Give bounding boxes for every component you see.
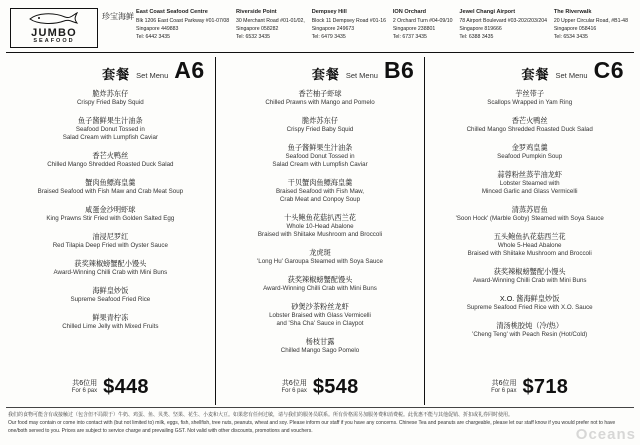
dish-name-cn: 鲜果青柠冻	[92, 313, 129, 323]
outlet-address-line: Singapore 058282	[235, 25, 279, 32]
disclaimer-footer	[0, 409, 640, 445]
dish-name-cn: X.O. 酱海鲜皇炒饭	[499, 294, 560, 304]
dish-item	[14, 313, 207, 331]
outlet-item	[136, 8, 233, 41]
dish-item	[433, 205, 626, 223]
dish-item	[433, 267, 626, 285]
dish-name-cn: 鱼子酱鲜果生汁油条	[287, 142, 353, 152]
set-price: $718	[522, 376, 569, 398]
outlet-name: East Coast Seafood Centre	[136, 9, 208, 15]
outlet-address-line: Singapore 058416	[553, 25, 597, 32]
dish-name-en: Whole 5-Head Abalone Braised with Shiitake Mushroom and Broccoli	[467, 241, 592, 257]
fish-icon	[27, 12, 81, 27]
logo-subtitle: SEAFOOD	[33, 37, 75, 44]
dish-name-en: Lobster Braised with Glass Vermicelli and 'Sha Cha' Sauce in Claypot	[269, 312, 371, 328]
dish-name-en: Seafood Donut Tossed in Salad Cream with Lumpfish Caviar	[272, 152, 368, 168]
menu-columns	[0, 53, 640, 405]
outlet-address-line: Singapore 819666	[459, 25, 502, 32]
dish-item	[433, 321, 626, 339]
dish-name-cn: 干贝蟹肉鱼鳔海皇羹	[287, 177, 353, 187]
set-menu-cn: 套餐	[521, 66, 550, 82]
dish-name-cn: 清汤桃胶炖（冷/热）	[496, 321, 564, 331]
dish-name-en: Crispy Fried Baby Squid	[286, 125, 354, 133]
dish-list	[433, 87, 626, 374]
menu-column-c6	[424, 57, 634, 405]
dish-name-en: Chilled Lime Jelly with Mixed Fruits	[62, 323, 159, 331]
disclaimer-english: Our food may contain or come into contact with (but not limited to) milk, eggs, fish, shellfish, tree nuts, peanuts, wheat and soy. Please inform our staff if you have any concerns. Chinese Tea and peanuts are chargeable, please let our staff know if you would prefer not to have one/both served to you. Prices are subject to service charge and prevailing GST. Not valid with other discounts, promotions and vouchers.	[8, 420, 616, 434]
outlet-name: The Riverwalk	[553, 9, 592, 15]
price-row	[224, 374, 417, 405]
dish-name-en: Chilled Prawns with Mango and Pomelo	[265, 98, 375, 106]
dish-name-en: Crispy Fried Baby Squid	[76, 98, 144, 106]
outlet-phone: Tel: 6534 3435	[553, 33, 588, 40]
outlet-name: Riverside Point	[235, 9, 277, 15]
dish-item	[224, 248, 417, 266]
menu-column-b6	[215, 57, 425, 405]
set-menu-heading	[14, 57, 207, 87]
dish-name-en: Red Tilapia Deep Fried with Oyster Sauce	[52, 241, 168, 249]
set-menu-en: Set Menu	[345, 71, 378, 81]
dish-name-en: Chilled Mango Sago Pomelo	[280, 347, 360, 355]
outlet-item	[312, 8, 390, 41]
logo-name: JUMBO	[31, 26, 77, 39]
outlet-phone: Tel: 6532 3435	[235, 33, 270, 40]
dish-name-cn: 脆炸苏东仔	[92, 88, 129, 98]
outlet-address-line: 2 Orchard Turn #04-09/10	[392, 17, 453, 24]
dish-name-en: Chilled Mango Shredded Roasted Duck Salad	[47, 160, 174, 168]
dish-name-cn: 鱼子酱鲜果生汁油条	[77, 115, 143, 125]
pax-label-en: For 6 pax	[71, 388, 98, 395]
dish-name-cn: 砂煲沙茶粉丝龙虾	[291, 302, 349, 312]
dish-item	[224, 302, 417, 328]
dish-name-cn: 十头鲍鱼花菇扒西兰花	[284, 212, 356, 222]
dish-item	[14, 116, 207, 142]
dish-name-cn: 获奖辣椒螃蟹配小馒头	[74, 258, 147, 268]
dish-name-en: Supreme Seafood Fried Rice with X.O. Sauce	[466, 304, 593, 312]
dish-name-cn: 香芒火鸭丝	[511, 115, 548, 125]
logo-box	[10, 8, 98, 48]
price-row	[433, 374, 626, 405]
dish-name-en: Braised Seafood with Fish Maw and Crab Meat Soup	[37, 187, 184, 195]
set-menu-heading	[224, 57, 417, 87]
dish-item	[224, 337, 417, 355]
dish-name-cn: 龙虎斑	[309, 248, 331, 258]
set-menu-code: B6	[383, 57, 415, 83]
pax-label-cn: 共6位用	[491, 379, 517, 387]
dish-name-cn: 五头鲍鱼扒花菇西兰花	[493, 231, 566, 241]
outlet-item	[393, 8, 457, 41]
dish-name-cn: 油浸尼罗红	[92, 231, 129, 241]
outlet-address-line: Blk 1206 East Coast Parkway #01-07/08	[136, 17, 230, 24]
dish-name-cn: 蟹肉鱼鳔海皇羹	[85, 177, 136, 187]
dish-name-en: Whole 10-Head Abalone Braised with Shiitake Mushroom and Broccoli	[257, 222, 383, 238]
set-menu-cn: 套餐	[311, 66, 340, 82]
brand-chinese-name: 珍宝海鲜	[102, 12, 134, 21]
menu-column-a6	[6, 57, 215, 405]
dish-name-en: Award-Winning Chilli Crab with Mini Buns	[53, 268, 168, 276]
dish-name-cn: 香芒火鸭丝	[92, 150, 129, 160]
dish-item	[14, 89, 207, 107]
outlet-name: Dempsey Hill	[311, 9, 347, 15]
outlet-phone: Tel: 6479 3435	[311, 33, 346, 40]
dish-item	[14, 151, 207, 169]
dish-name-cn: 清蒸苏眉鱼	[511, 204, 548, 214]
dish-item	[433, 116, 626, 134]
dish-item	[224, 213, 417, 239]
dish-item	[433, 89, 626, 107]
set-price: $548	[312, 376, 359, 398]
dish-item	[224, 89, 417, 107]
outlet-phone: Tel: 6388 3435	[459, 33, 494, 40]
pax-label	[491, 380, 516, 396]
dish-item	[433, 170, 626, 196]
pax-label-cn: 共6位用	[281, 379, 307, 387]
pax-label-cn: 共6位用	[72, 379, 98, 387]
dish-name-cn: 获奖辣椒螃蟹配小馒头	[493, 267, 566, 277]
pax-label	[281, 380, 306, 396]
set-price: $448	[103, 376, 149, 398]
set-menu-code: A6	[174, 57, 205, 83]
dish-name-en: Seafood Donut Tossed in Salad Cream with Lumpfish Caviar	[62, 125, 158, 141]
dish-item	[14, 205, 207, 223]
dish-name-cn: 脆炸苏东仔	[302, 115, 338, 125]
dish-name-en: 'Long Hu' Garoupa Steamed with Soya Sauce	[257, 258, 383, 266]
set-menu-heading	[433, 57, 626, 87]
outlet-address-line: 30 Merchant Road #01-01/02,	[235, 17, 305, 24]
dish-item	[224, 143, 417, 169]
outlet-name: ION Orchard	[392, 9, 427, 15]
watermark: Oceans	[575, 426, 636, 443]
dish-item	[433, 232, 626, 258]
outlet-address-line: 78 Airport Boulevard #03-202/203/204	[459, 17, 548, 24]
dish-item	[224, 178, 417, 204]
dish-item	[433, 294, 626, 312]
dish-item	[224, 275, 417, 293]
dish-item	[14, 232, 207, 250]
dish-name-cn: 获奖辣椒螃蟹配馒头	[287, 275, 353, 285]
dish-name-en: Chilled Mango Shredded Roasted Duck Salad	[466, 125, 593, 133]
outlet-item	[236, 8, 309, 41]
outlet-address-line: Singapore 249673	[311, 25, 355, 32]
set-menu-en: Set Menu	[555, 71, 588, 81]
dish-item	[224, 116, 417, 134]
dish-name-cn: 杨枝甘露	[305, 337, 335, 347]
dish-name-en: King Prawns Stir Fried with Golden Salted Egg	[46, 214, 175, 222]
dish-name-en: Lobster Steamed with Minced Garlic and Glass Vermicelli	[481, 179, 578, 195]
set-menu-cn: 套餐	[102, 66, 131, 82]
brand-logo	[6, 6, 102, 48]
dish-name-en: Braised Seafood with Fish Maw, Crab Meat and Conpoy Soup	[275, 187, 365, 203]
dish-name-en: Award-Winning Chilli Crab with Mini Buns	[263, 285, 377, 293]
dish-name-en: Seafood Pumpkin Soup	[497, 152, 563, 160]
outlet-item	[459, 8, 551, 41]
fish-outline-icon	[27, 12, 81, 25]
pax-label-en: For 6 pax	[491, 388, 517, 395]
pax-label	[72, 380, 97, 396]
outlet-list	[136, 6, 632, 41]
dish-name-cn: 咸蛋金沙明虾球	[85, 204, 136, 214]
pax-label-en: For 6 pax	[281, 388, 307, 395]
dish-item	[14, 178, 207, 196]
price-row	[14, 374, 207, 405]
set-menu-code: C6	[593, 57, 625, 83]
outlet-phone: Tel: 6737 3435	[392, 33, 427, 40]
page-header	[0, 0, 640, 52]
dish-name-cn: 金罗鸡皇羹	[511, 142, 548, 152]
dish-name-cn: 香芒柚子虾球	[298, 88, 342, 98]
outlet-address-line: Block 11 Dempsey Road #01-16	[311, 17, 387, 24]
outlet-phone: Tel: 6442 3435	[136, 33, 171, 40]
dish-name-en: Scallops Wrapped in Yam Ring	[487, 98, 573, 106]
dish-list	[14, 87, 207, 374]
dish-name-cn: 蒜蓉粉丝蒸芋油龙虾	[497, 169, 563, 179]
dish-name-cn: 海鲜皇炒饭	[92, 286, 129, 296]
dish-name-en: Award-Winning Chilli Crab with Mini Buns	[472, 277, 587, 285]
dish-name-cn: 芋丝带子	[515, 88, 545, 98]
dish-item	[433, 143, 626, 161]
set-menu-en: Set Menu	[136, 71, 169, 81]
outlet-address-line: 20 Upper Circular Road, #B1-48	[553, 17, 628, 24]
dish-list	[224, 87, 417, 374]
dish-item	[14, 286, 207, 304]
footer-divider	[6, 407, 634, 408]
dish-name-en: 'Cheng Teng' with Peach Resin (Hot/Cold)	[472, 331, 588, 339]
dish-name-en: Supreme Seafood Fried Rice	[70, 296, 151, 304]
outlet-address-line: Singapore 238801	[392, 25, 436, 32]
outlet-item	[554, 8, 632, 41]
dish-name-en: 'Soon Hock' (Marble Goby) Steamed with Soya Sauce	[455, 214, 604, 222]
disclaimer-chinese: 我们的食物可能含有或接触过（包含但不局限于）牛奶、鸡蛋、鱼、贝类、坚果、花生、小麦和大豆。如果您有任何过敏，请与我们的服务员联系。所有价格需另加服务费和消费税。此优惠不能与其他促销、折扣或礼券同时使用。	[8, 412, 514, 418]
outlet-address-line: Singapore 449883	[136, 25, 179, 32]
outlet-name: Jewel Changi Airport	[459, 9, 516, 15]
dish-item	[14, 259, 207, 277]
